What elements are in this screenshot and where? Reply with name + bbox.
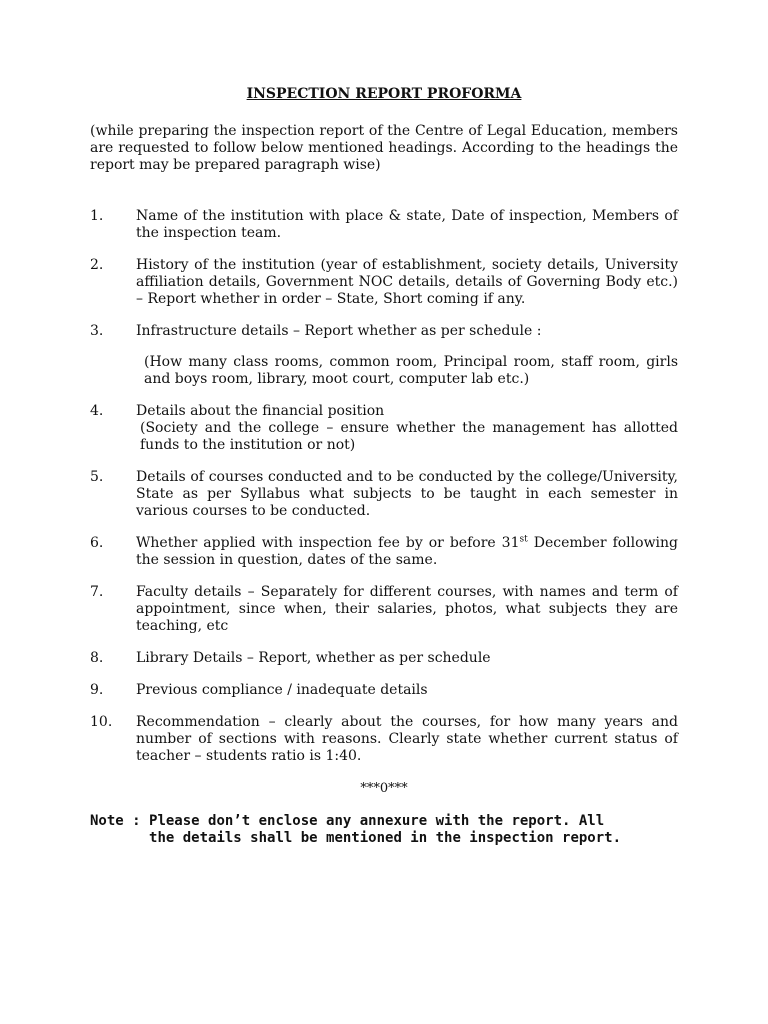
item-subtext: (How many class rooms, common room, Principal room, staff room, girls and boys room, library, moot court, computer lab etc.) [144, 354, 678, 387]
note-label: Note : [90, 813, 150, 829]
item-text: History of the institution (year of establishment, society details, University affiliation details, Government NOC details, details of Governing Body etc.) – Report whether in order – State, Short coming if any. [136, 257, 678, 307]
list-item-4 [90, 403, 678, 454]
item-subtext: (Society and the college – ensure whether the management has allotted funds to the institution or not) [140, 420, 678, 453]
item-text: Details about the financial position [136, 403, 385, 419]
list-item-10 [90, 714, 678, 765]
end-marker: ***0*** [360, 781, 408, 796]
item-text: Faculty details – Separately for different courses, with names and term of appointment, since when, their salaries, photos, what subjects they are teaching, etc [136, 584, 678, 634]
item-number: 6. [90, 535, 104, 551]
item-number: 1. [90, 208, 104, 224]
item-number: 3. [90, 323, 104, 339]
item-number: 7. [90, 584, 104, 600]
list-item-6 [90, 535, 678, 569]
item-text [136, 535, 678, 569]
list-item-9 [90, 682, 678, 699]
item-text: Previous compliance / inadequate details [136, 682, 428, 698]
list-item-3 [90, 323, 678, 388]
item-text: Name of the institution with place & state, Date of inspection, Members of the inspection team. [136, 208, 678, 241]
note-block [90, 813, 678, 847]
item-number: 5. [90, 469, 104, 485]
item-text: Details of courses conducted and to be conducted by the college/University, State as per Syllabus what subjects to be taught in each semester in various courses to be conducted. [136, 469, 678, 519]
item-number: 4. [90, 403, 104, 419]
intro-paragraph: (while preparing the inspection report of the Centre of Legal Education, members are requested to follow below mentioned headings. According to the headings the report may be prepared paragraph wise) [90, 123, 678, 173]
ordinal-superscript: st [519, 534, 528, 545]
item-body [136, 403, 678, 454]
item-number: 2. [90, 257, 104, 273]
item-text-part-b: December following the session in question, dates of the same. [136, 535, 679, 568]
note-line-2: the details shall be mentioned in the inspection report. [149, 830, 622, 846]
item-text-part-a: Whether applied with inspection fee by or before 31 [136, 535, 520, 551]
item-number: 9. [90, 682, 104, 698]
item-text: Infrastructure details – Report whether as per schedule : [136, 323, 542, 339]
item-text: Library Details – Report, whether as per schedule [136, 650, 491, 666]
list-item-2 [90, 257, 678, 308]
list-item-5 [90, 469, 678, 520]
item-number: 8. [90, 650, 104, 666]
note-body [149, 813, 678, 847]
document-page [90, 86, 678, 847]
list-item-1 [90, 208, 678, 242]
item-text: Recommendation – clearly about the courses, for how many years and number of sections with reasons. Clearly state whether current status of teacher – students ratio is 1:40. [136, 714, 678, 764]
item-body [136, 323, 678, 388]
note-line-1: Please don’t enclose any annexure with the report. All [149, 813, 605, 829]
list-item-7 [90, 584, 678, 635]
document-title: INSPECTION REPORT PROFORMA [246, 86, 522, 102]
list-item-8 [90, 650, 678, 667]
item-number: 10. [90, 714, 113, 730]
